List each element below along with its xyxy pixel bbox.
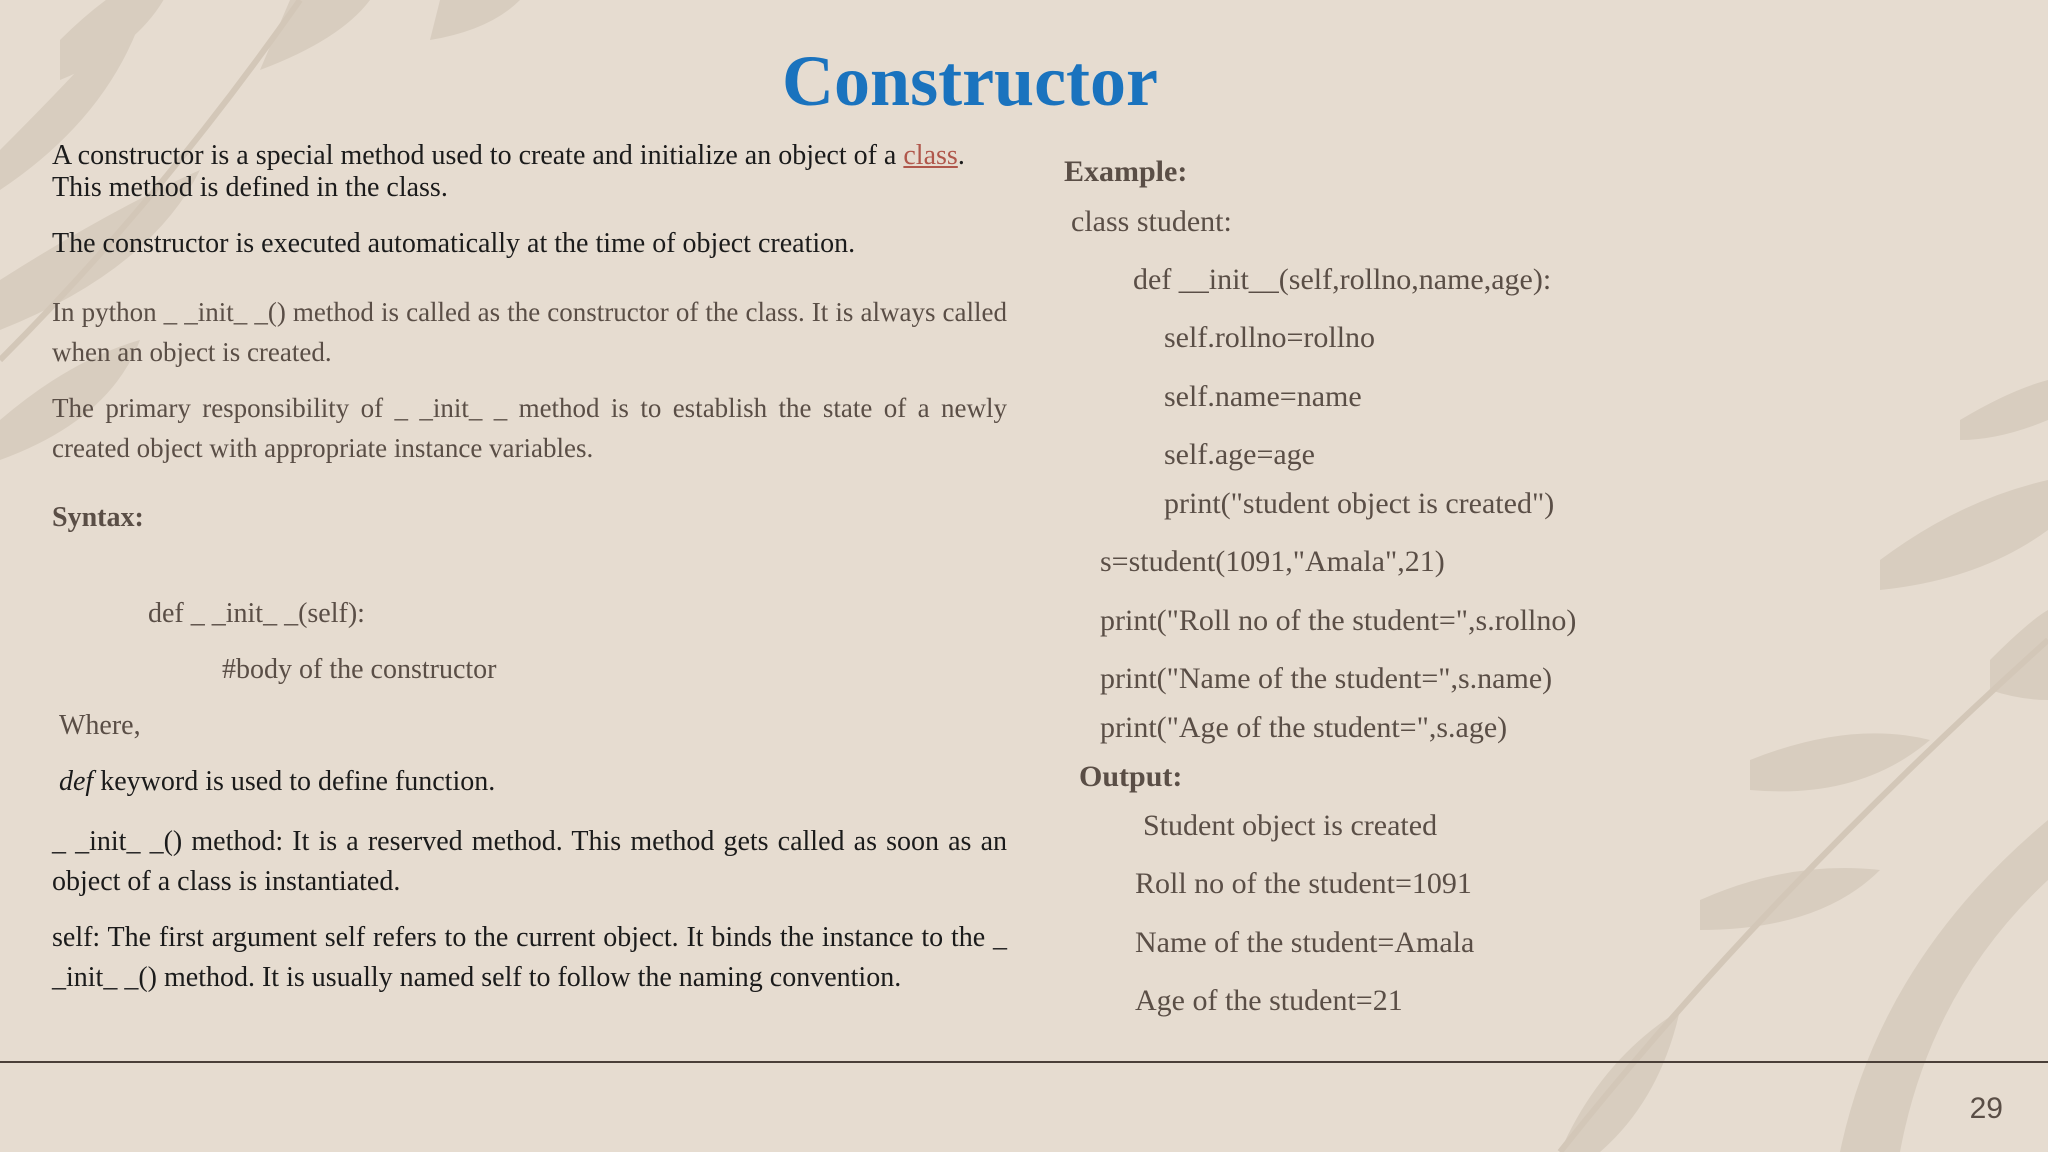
init-method-paragraph: _ _init_ _() method: It is a reserved method. This method gets called as soon as an object of a class is instantiated. [52,826,1007,897]
footer-divider [0,1061,2048,1063]
def-keyword-line [59,766,495,798]
output-label: Output: [1079,760,1183,793]
class-link[interactable]: class [903,140,958,171]
code-line-self-age: self.age=age [1164,438,1315,471]
code-line-print-age: print("Age of the student=",s.age) [1100,711,1508,744]
self-paragraph: self: The first argument self refers to the current object. It binds the instance to the _ _init_ _() method. It is usually named self to follow the naming convention. [52,922,1007,993]
syntax-body-line: #body of the constructor [222,654,497,685]
def-description: keyword is used to define function. [93,766,496,797]
intro-line-1 [52,140,965,172]
code-line-def-init: def __init__(self,rollno,name,age): [1133,263,1552,296]
code-line-instantiate: s=student(1091,"Amala",21) [1100,545,1445,578]
output-line-age: Age of the student=21 [1135,984,1403,1017]
code-line-print-rollno: print("Roll no of the student=",s.rollno) [1100,604,1577,637]
python-init-paragraph: In python _ _init_ _() method is called as the constructor of the class. It is always called when an object is created. [52,297,1007,367]
auto-exec-text: The constructor is executed automatically at the time of object creation. [52,228,856,259]
code-line-print-created: print("student object is created") [1164,487,1555,520]
output-line-created: Student object is created [1143,809,1438,842]
intro-period: . [957,140,965,171]
code-line-print-name: print("Name of the student=",s.name) [1100,662,1553,695]
where-label: Where, [59,710,141,741]
output-line-rollno: Roll no of the student=1091 [1135,867,1472,900]
page-number: 29 [1969,1092,2003,1125]
code-line-class: class student: [1071,205,1232,238]
def-keyword: def [59,766,94,797]
syntax-def-line: def _ _init_ _(self): [148,598,365,629]
intro-text: A constructor is a special method used to create and initialize an object of a [52,140,904,171]
slide-title: Constructor [782,41,1158,121]
code-line-self-name: self.name=name [1164,380,1362,413]
example-label: Example: [1064,155,1188,188]
code-line-self-rollno: self.rollno=rollno [1164,321,1376,354]
output-line-name: Name of the student=Amala [1135,926,1475,959]
syntax-label: Syntax: [52,502,144,533]
primary-responsibility-paragraph: The primary responsibility of _ _init_ _ method is to establish the state of a newly created object with appropriate instance variables. [52,393,1007,463]
intro-line-2: This method is defined in the class. [52,172,448,203]
